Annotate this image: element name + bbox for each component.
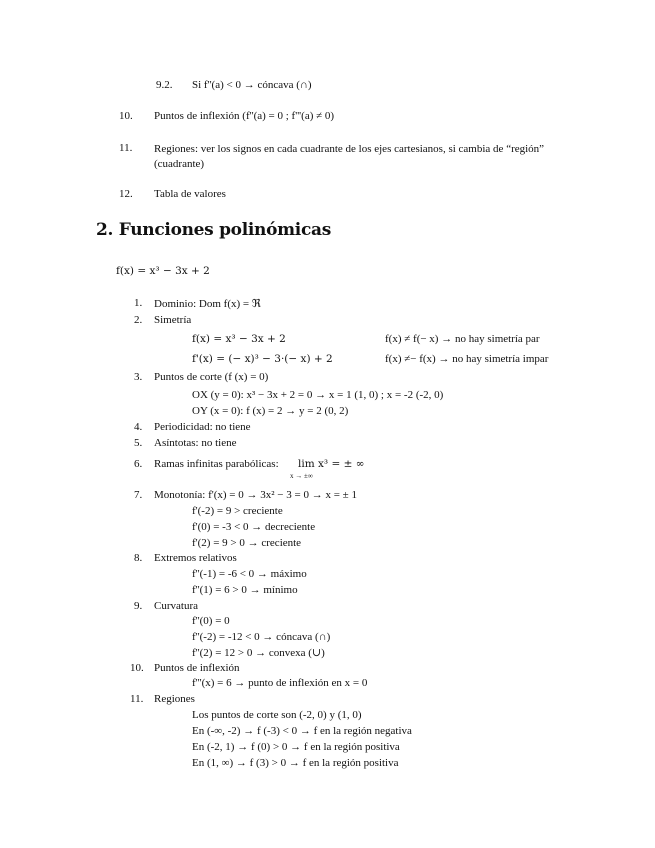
step-number: 10. bbox=[130, 662, 144, 674]
step-label: Puntos de corte (f (x) = 0) bbox=[154, 371, 269, 383]
monotony-line: f'(2) = 9 > 0 → creciente bbox=[192, 537, 302, 549]
step-number: 9. bbox=[134, 600, 143, 612]
region-line: En (-∞, -2) → f (-3) < 0 → f en la región negativa bbox=[192, 725, 412, 737]
step-label: Ramas infinitas parabólicas: bbox=[154, 458, 279, 470]
list-text: Tabla de valores bbox=[154, 188, 226, 200]
list-number: 11. bbox=[119, 142, 133, 154]
region-line: En (1, ∞) → f (3) > 0 → f en la región positiva bbox=[192, 757, 399, 769]
monotony-line: f'(0) = -3 < 0 → decreciente bbox=[192, 521, 316, 533]
list-text: Regiones: ver los signos en cada cuadrante de los ejes cartesianos, si cambia de “región” (cuadrante) bbox=[154, 143, 545, 170]
intercept-line: OX (y = 0): x³ − 3x + 2 = 0 → x = 1 (1, 0) ; x = -2 (-2, 0) bbox=[192, 389, 444, 401]
list-text: Puntos de inflexión (f''(a) = 0 ; f'''(a) ≠ 0) bbox=[154, 110, 335, 122]
step-number: 6. bbox=[134, 458, 143, 470]
limit-subscript: x → ±∞ bbox=[290, 472, 313, 480]
step-label: Puntos de inflexión bbox=[154, 662, 240, 674]
function-definition: f(x) = x³ − 3x + 2 bbox=[116, 265, 210, 277]
curvature-line: f''(0) = 0 bbox=[192, 615, 230, 627]
list-number: 12. bbox=[119, 188, 133, 200]
curvature-line: f''(-2) = -12 < 0 → cóncava (∩) bbox=[192, 631, 331, 643]
step-number: 8. bbox=[134, 552, 143, 564]
list-number: 10. bbox=[119, 110, 133, 122]
step-number: 11. bbox=[130, 693, 144, 705]
region-line: Los puntos de corte son (-2, 0) y (1, 0) bbox=[192, 709, 362, 721]
step-label: Periodicidad: no tiene bbox=[154, 421, 251, 433]
list-number: 9.2. bbox=[156, 79, 173, 91]
step-number: 4. bbox=[134, 421, 143, 433]
list-text: Si f''(a) < 0 → cóncava (∩) bbox=[192, 79, 312, 91]
intercept-line: OY (x = 0): f (x) = 2 → y = 2 (0, 2) bbox=[192, 405, 349, 417]
step-label: Curvatura bbox=[154, 600, 198, 612]
curvature-line: f''(2) = 12 > 0 → convexa (∪) bbox=[192, 647, 325, 659]
step-label: Regiones bbox=[154, 693, 195, 705]
step-label: Dominio: Dom f(x) = ℜ bbox=[154, 298, 261, 310]
step-number: 7. bbox=[134, 489, 143, 501]
step-number: 3. bbox=[134, 371, 143, 383]
extrema-line: f''(-1) = -6 < 0 → máximo bbox=[192, 568, 307, 580]
step-label: Monotonía: f'(x) = 0 → 3x² − 3 = 0 → x = ± 1 bbox=[154, 489, 357, 501]
step-number: 1. bbox=[134, 297, 143, 309]
monotony-line: f'(-2) = 9 > creciente bbox=[192, 505, 283, 517]
limit-expression: lim x³ = ± ∞ bbox=[298, 458, 365, 470]
section-title: 2. Funciones polinómicas bbox=[96, 220, 331, 240]
step-number: 2. bbox=[134, 314, 143, 326]
symmetry-result: f(x) ≠ f(− x) → no hay simetría par bbox=[385, 333, 540, 345]
extrema-line: f''(1) = 6 > 0 → mínimo bbox=[192, 584, 298, 596]
step-label: Extremos relativos bbox=[154, 552, 237, 564]
inflection-line: f'''(x) = 6 → punto de inflexión en x = 0 bbox=[192, 677, 368, 689]
region-line: En (-2, 1) → f (0) > 0 → f en la región positiva bbox=[192, 741, 400, 753]
step-label: Simetría bbox=[154, 314, 192, 326]
symmetry-equation: f(x) = x³ − 3x + 2 bbox=[192, 333, 286, 345]
step-label: Asíntotas: no tiene bbox=[154, 437, 237, 449]
symmetry-result: f(x) ≠− f(x) → no hay simetría impar bbox=[385, 353, 549, 365]
symmetry-equation: f'(x) = (− x)³ − 3·(− x) + 2 bbox=[192, 353, 333, 365]
step-number: 5. bbox=[134, 437, 143, 449]
